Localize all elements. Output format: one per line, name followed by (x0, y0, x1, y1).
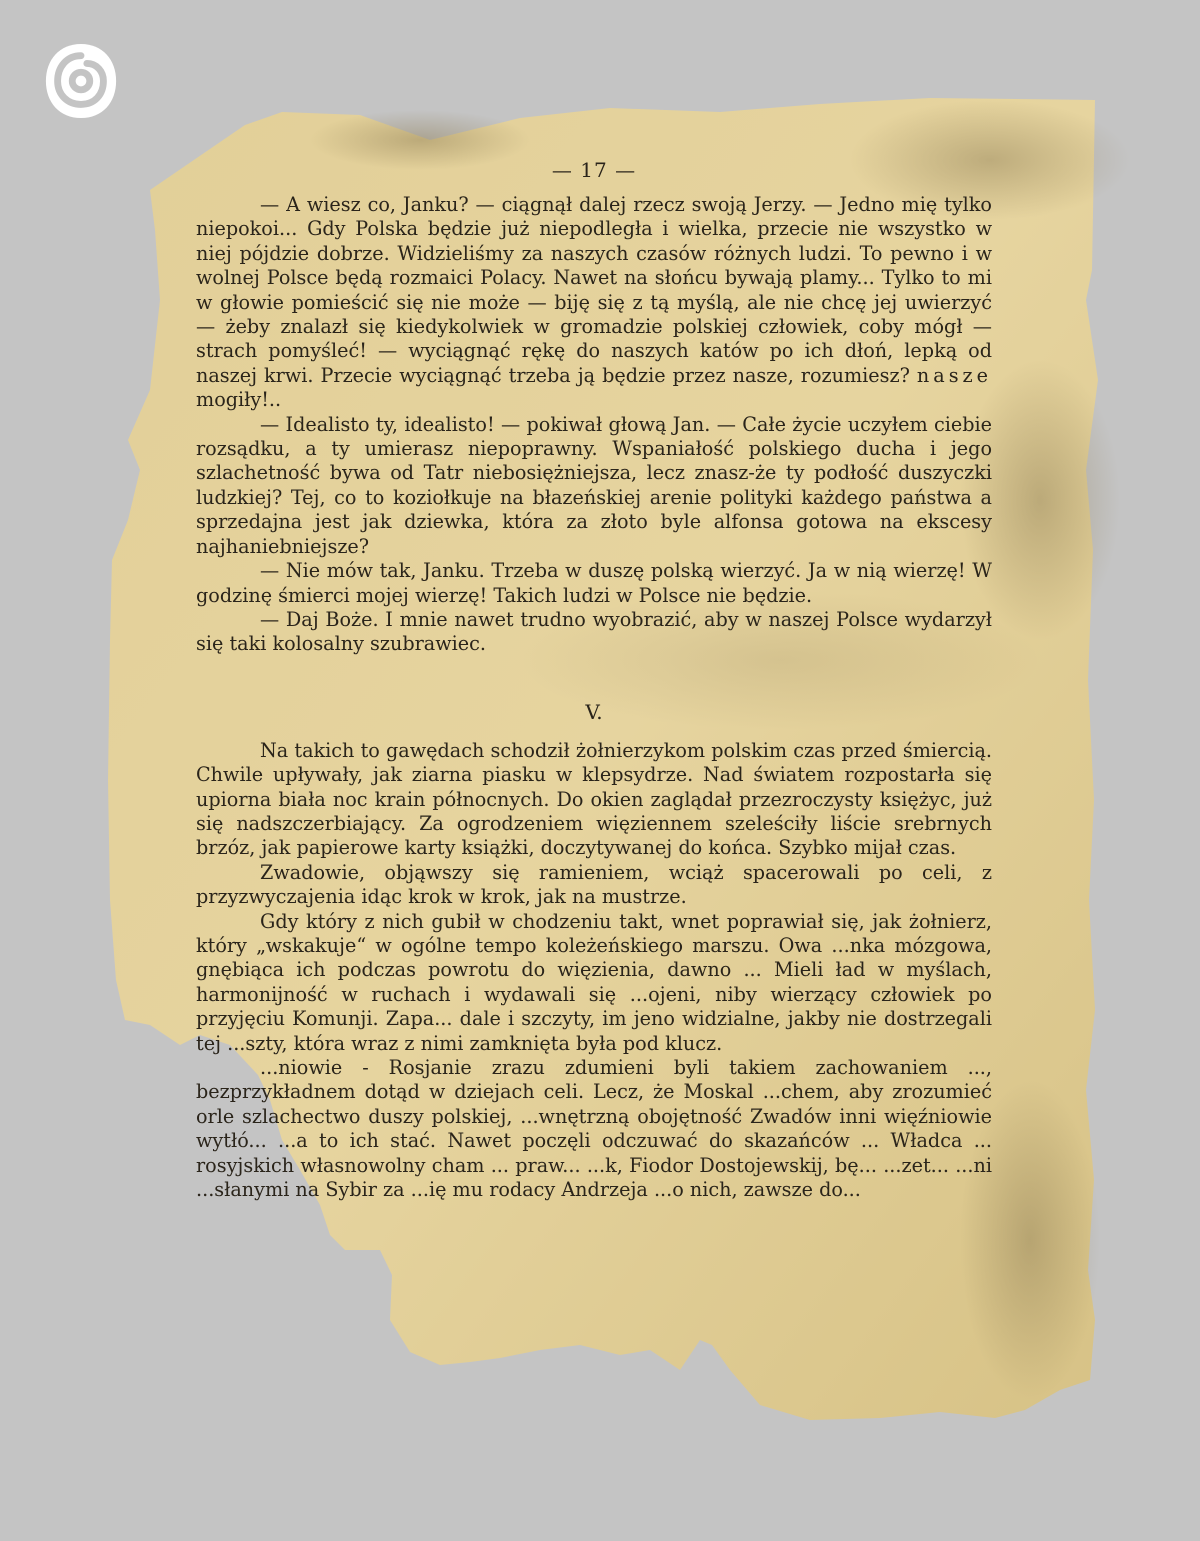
paragraph-jerzy-speech (196, 193, 992, 413)
paragraph-night: Na takich to gawędach schodził żołnierzykom polskim czas przed śmiercią. Chwile upływały, jak ziarna piasku w klepsydrze. Nad światem rozpostarła się upiorna biała noc krain północnych. Do okien zaglądał przezroczysty księżyc, już się nadszczerbiający. Za ogrodzeniem więziennem szeleściły liście srebrnych brzóz, jak papierowe karty książki, doczytywanej do końca. Szybko mijał czas. (196, 738, 992, 860)
paragraph-prisoners: ...niowie - Rosjanie zrazu zdumieni byli takiem zachowaniem ..., bezprzykładnem dotąd w dziejach celi. Lecz, że Moskal ...chem, aby zrozumieć orle szlachectwo duszy polskiej, ...wnętrzną obojętność Zwadów inni więźniowie wytłó... ...a to ich stać. Nawet poczęli odczuwać do skazańców ... Władca ... rosyjskich własnowolny cham ... praw... ...k, Fiodor Dostojewskij, bę... ...zet... ...ni ...słanymi na Sybir za ...ię mu rodacy Andrzeja ...o nich, zawsze do... (196, 1056, 992, 1202)
paragraph-jan-closing: — Daj Boże. I mnie nawet trudno wyobrazić, aby w naszej Polsce wydarzył się taki kolosalny szubrawiec. (196, 607, 992, 656)
paragraph-text: mogiły!.. (196, 388, 282, 412)
paragraph-pacing: Zwadowie, objąwszy się ramieniem, wciąż spacerowali po celi, z przyzwyczajenia idąc krok w krok, jak na mustrze. (196, 860, 992, 909)
emphasized-word: nasze (916, 363, 992, 387)
paragraph-rhythm: Gdy który z nich gubił w chodzeniu takt, wnet poprawiał się, jak żołnierz, który „wskakuje“ w ogólne tempo koleżeńskiego marszu. Owa ...nka mózgowa, gnębiąca ich podczas powrotu do więzienia, dawno ... Mieli ład w myślach, harmonijność w ruchach i wydawali się ...ojeni, niby wierzący człowiek po przyjęciu Komunji. Zapa... dale i szczyty, im jeno widzialne, jakby nie dostrzegali tej ...szty, która wraz z nimi zamknięta była pod klucz. (196, 909, 992, 1055)
page-number: — 17 — (551, 158, 637, 182)
paragraph-text: — A wiesz co, Janku? — ciągnął dalej rzecz swoją Jerzy. — Jedno mię tylko niepokoi... Gdy Polska będzie już niepodległa i wielka, przecie nie wszystko w niej pójdzie dobrze. Widzieliśmy za naszych czasów różnych ludzi. To pewno i w wolnej Polsce będą rozmaici Polacy. Nawet na słońcu bywają plamy... Tylko to mi w głowie pomieścić się nie może — biję się z tą myślą, ale nie chcę jej uwierzyć — żeby znalazł się kiedykolwiek w gromadzie polskiej człowiek, coby mógł — strach pomyśleć! — wyciągnąć rękę do naszych katów po ich dłoń, lepką od naszej krwi. Przecie wyciągnąć trzeba ją będzie przez nasze, rozumiesz? (196, 193, 992, 387)
chapter-heading: V. (585, 699, 603, 724)
paragraph-jerzy-answer: — Nie mów tak, Janku. Trzeba w duszę polską wierzyć. Ja w nią wierzę! W godzinę śmierci mojej wierzę! Takich ludzi w Polsce nie będzie. (196, 559, 992, 607)
paragraph-jan-reply: — Idealisto ty, idealisto! — pokiwał głową Jan. — Całe życie uczyłem ciebie rozsądku, a ty umierasz niepoprawny. Wspaniałość polskiego ducha i jego szlachetność bywa od Tatr niebosiężniejsza, lecz znasz-że ty podłość duszyczki ludzkiej? Tej, co to koziołkuje na błazeńskiej arenie polityki każdego państwa a sprzedajna jest jak dziewka, która za złoto byle alfonsa gotowa na ekscesy najhaniebniejsze? (196, 412, 992, 558)
page-text (196, 155, 992, 1202)
